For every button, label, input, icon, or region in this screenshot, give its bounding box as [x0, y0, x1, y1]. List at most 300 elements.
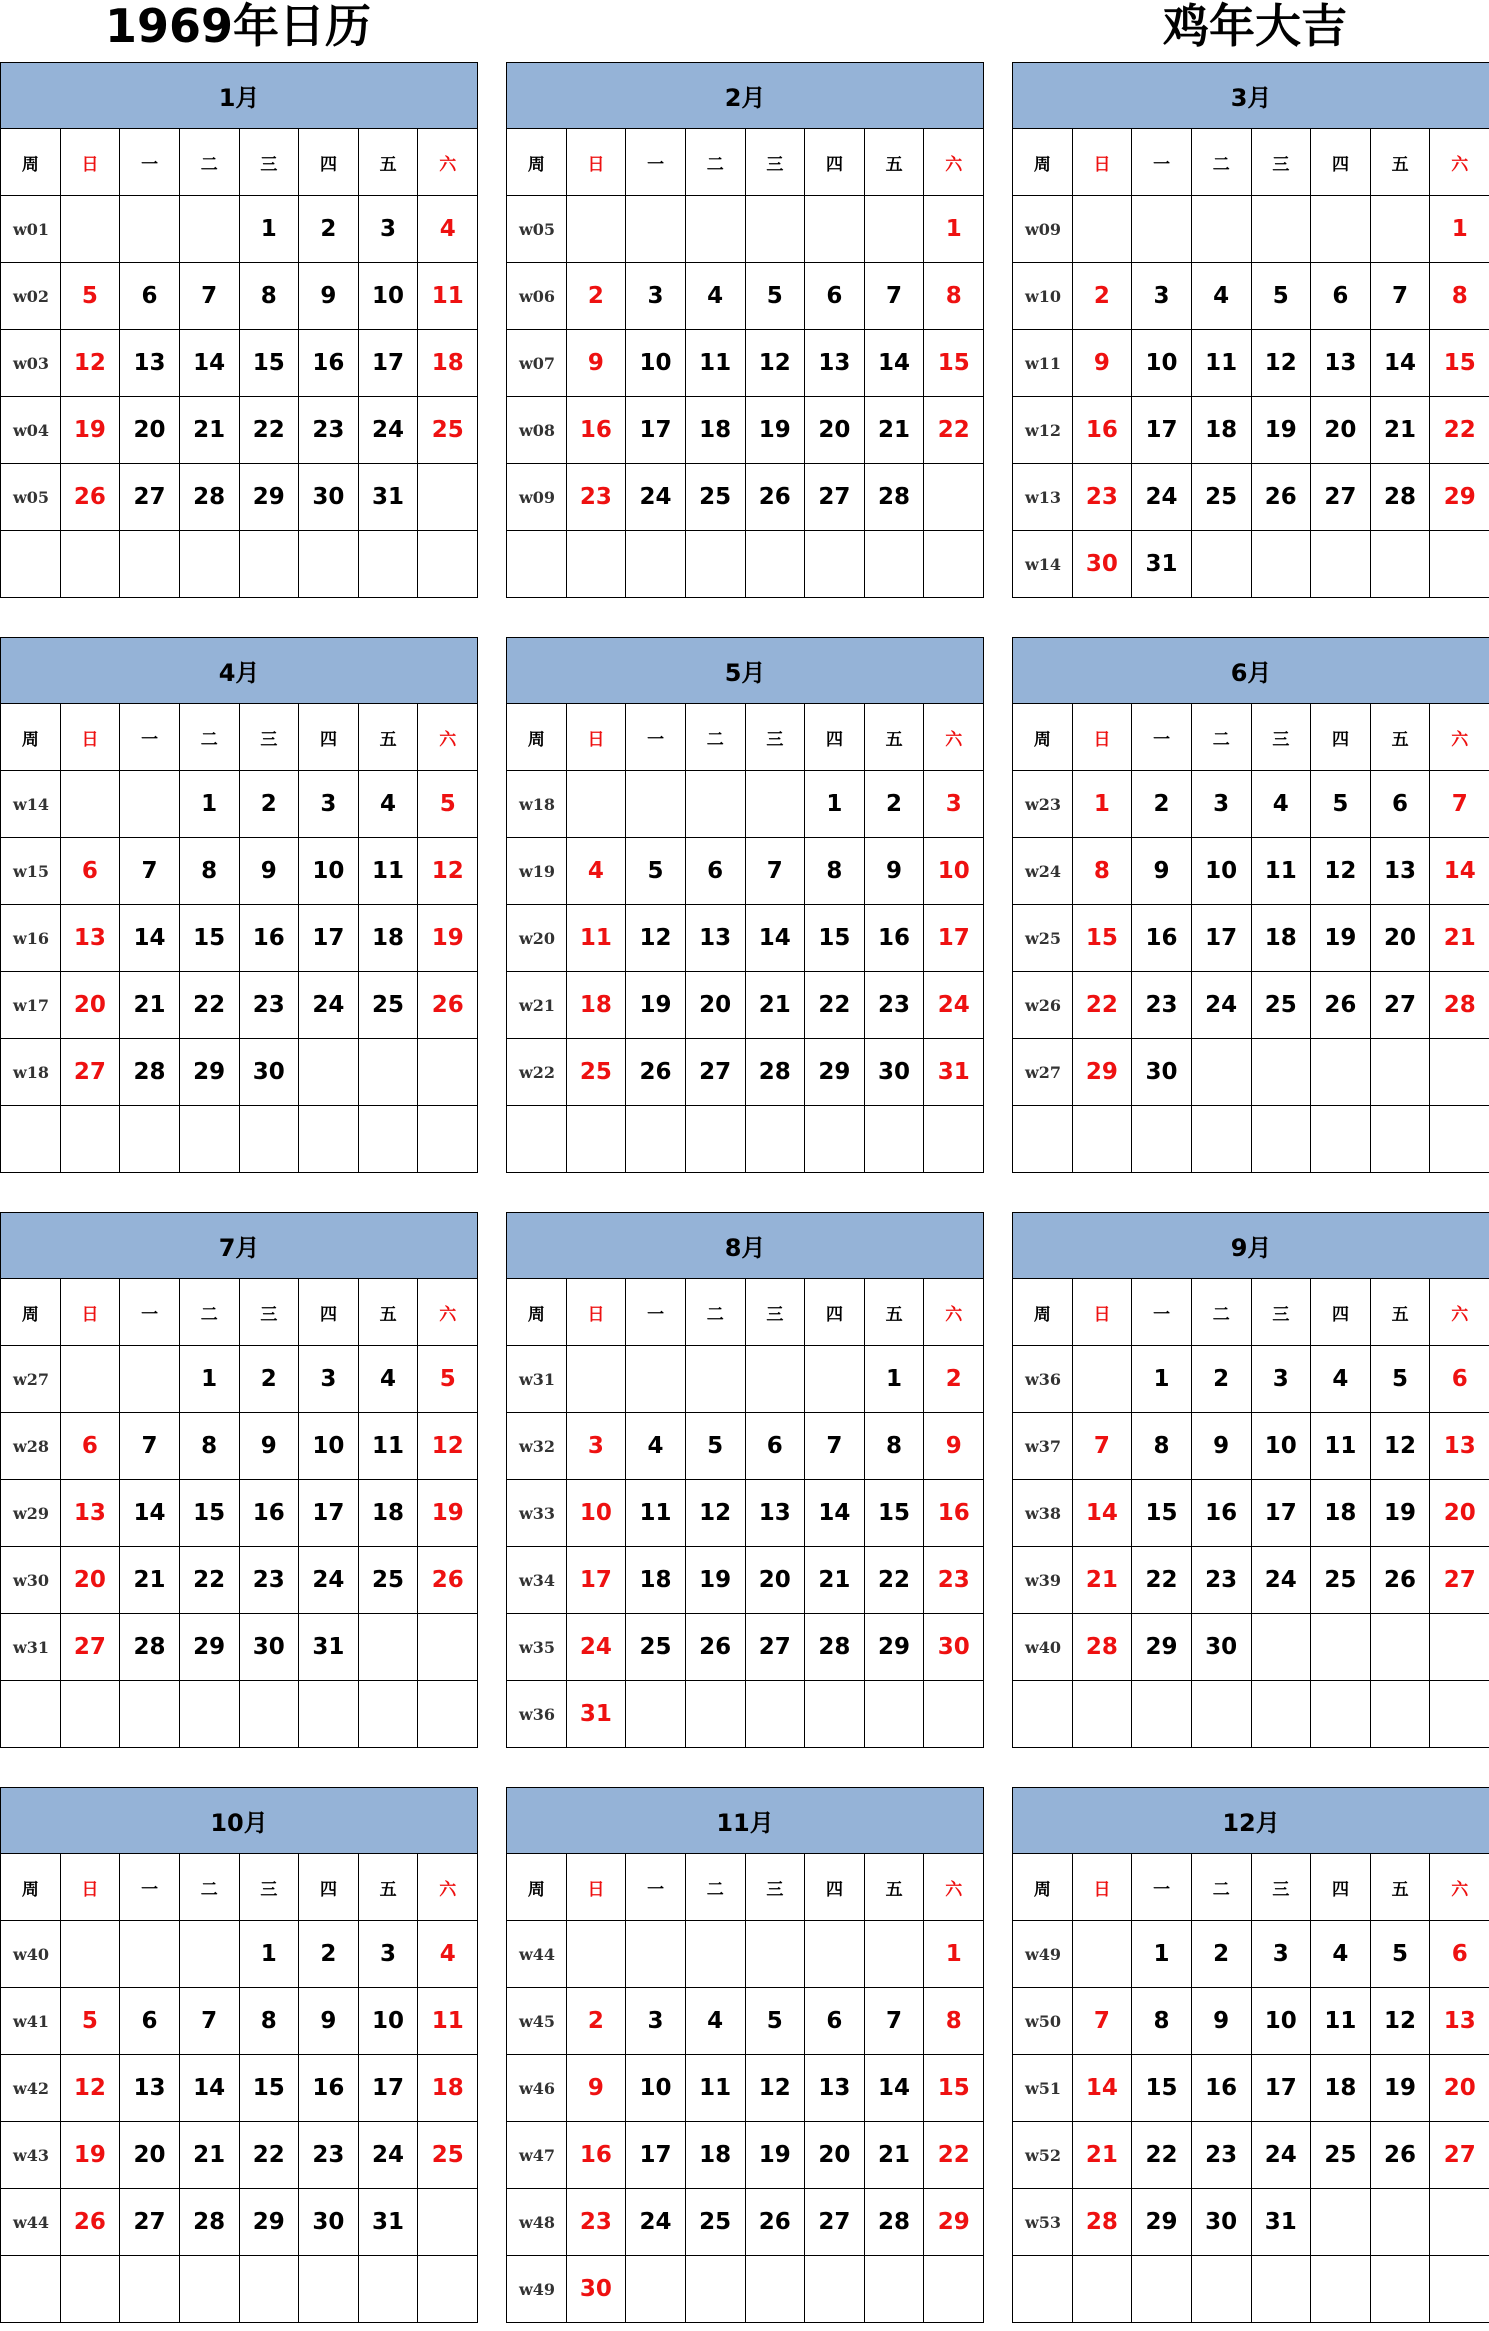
weekday-header: 三 [745, 129, 805, 196]
day-cell: 5 [1311, 771, 1371, 838]
weekday-header: 五 [358, 1854, 418, 1921]
day-cell: 16 [299, 330, 359, 397]
week-row [507, 1681, 984, 1748]
month-name: 4月 [1, 638, 478, 704]
day-cell: 30 [1191, 2189, 1251, 2256]
day-cell: 9 [924, 1413, 984, 1480]
day-cell: 1 [924, 196, 984, 263]
day-cell: 1 [179, 771, 239, 838]
day-cell [1370, 2256, 1430, 2323]
day-cell [745, 2256, 805, 2323]
day-cell [358, 531, 418, 598]
week-number: w45 [507, 1988, 567, 2055]
day-cell: 28 [1430, 972, 1489, 1039]
day-cell: 4 [626, 1413, 686, 1480]
week-row [1, 1681, 478, 1748]
day-cell [299, 1681, 359, 1748]
week-number: w05 [507, 196, 567, 263]
day-cell [60, 531, 120, 598]
month-name: 3月 [1013, 63, 1489, 129]
day-cell: 22 [805, 972, 865, 1039]
day-cell: 22 [179, 1547, 239, 1614]
day-cell: 29 [179, 1614, 239, 1681]
day-cell: 2 [566, 263, 626, 330]
week-number: w12 [1013, 397, 1073, 464]
week-row [507, 905, 984, 972]
day-cell: 16 [299, 2055, 359, 2122]
day-cell: 14 [179, 2055, 239, 2122]
day-cell [1430, 1039, 1489, 1106]
week-row [1, 2055, 478, 2122]
week-row [1, 2122, 478, 2189]
day-cell: 18 [626, 1547, 686, 1614]
day-cell [1191, 2256, 1251, 2323]
day-cell: 9 [239, 838, 299, 905]
day-cell: 28 [1072, 1614, 1132, 1681]
day-cell [1191, 1039, 1251, 1106]
day-cell [1191, 1106, 1251, 1173]
week-number [1013, 2256, 1073, 2323]
day-cell: 24 [299, 1547, 359, 1614]
weekday-header: 六 [1430, 704, 1489, 771]
day-cell: 28 [1370, 464, 1430, 531]
week-column-header: 周 [1, 1854, 61, 1921]
day-cell: 15 [179, 1480, 239, 1547]
day-cell [1311, 1681, 1371, 1748]
day-cell: 24 [358, 397, 418, 464]
week-row [1013, 2055, 1489, 2122]
weekday-header: 日 [60, 704, 120, 771]
month-name: 1月 [1, 63, 478, 129]
month-calendar [1012, 637, 1489, 1181]
week-number [507, 1106, 567, 1173]
day-cell: 25 [1311, 2122, 1371, 2189]
weekday-header: 二 [1191, 1854, 1251, 1921]
day-cell [418, 464, 478, 531]
day-cell [60, 1921, 120, 1988]
weekday-header: 三 [1251, 129, 1311, 196]
day-cell [864, 2256, 924, 2323]
day-cell: 27 [685, 1039, 745, 1106]
day-cell: 30 [566, 2256, 626, 2323]
day-cell: 21 [1430, 905, 1489, 972]
day-cell: 6 [805, 1988, 865, 2055]
day-cell [299, 531, 359, 598]
day-cell: 17 [358, 330, 418, 397]
day-cell: 17 [1251, 1480, 1311, 1547]
day-cell: 18 [1251, 905, 1311, 972]
day-cell [120, 1921, 180, 1988]
month-table [0, 1787, 478, 2323]
day-cell: 10 [626, 2055, 686, 2122]
week-row [507, 531, 984, 598]
day-cell: 7 [805, 1413, 865, 1480]
week-number: w29 [1, 1480, 61, 1547]
week-row [1013, 2189, 1489, 2256]
week-number: w07 [507, 330, 567, 397]
day-cell: 31 [924, 1039, 984, 1106]
weekday-header: 四 [1311, 129, 1371, 196]
day-cell: 21 [745, 972, 805, 1039]
day-cell: 10 [358, 1988, 418, 2055]
day-cell: 1 [1132, 1346, 1192, 1413]
week-row [1, 330, 478, 397]
day-cell: 23 [239, 972, 299, 1039]
weekday-header: 日 [566, 704, 626, 771]
weekday-header: 五 [864, 1854, 924, 1921]
day-cell: 8 [864, 1413, 924, 1480]
day-cell: 31 [358, 2189, 418, 2256]
week-row [1, 2189, 478, 2256]
month-table [0, 62, 478, 598]
week-number: w14 [1, 771, 61, 838]
day-cell: 27 [60, 1039, 120, 1106]
day-cell: 9 [299, 263, 359, 330]
day-cell [626, 1106, 686, 1173]
week-row [507, 1547, 984, 1614]
weekday-header: 四 [299, 129, 359, 196]
day-cell: 26 [626, 1039, 686, 1106]
week-row [1013, 1681, 1489, 1748]
day-cell: 3 [924, 771, 984, 838]
day-cell: 4 [1311, 1921, 1371, 1988]
month-calendar [1012, 1212, 1489, 1756]
weekday-header: 五 [864, 129, 924, 196]
day-cell [299, 1106, 359, 1173]
month-table [1012, 62, 1489, 598]
day-cell: 21 [179, 2122, 239, 2189]
day-cell [1132, 1681, 1192, 1748]
week-number: w40 [1, 1921, 61, 1988]
weekday-header: 六 [418, 1279, 478, 1346]
weekday-header: 二 [685, 1854, 745, 1921]
day-cell [1370, 1039, 1430, 1106]
week-number: w24 [1013, 838, 1073, 905]
day-cell [1072, 196, 1132, 263]
day-cell: 20 [745, 1547, 805, 1614]
day-cell: 2 [1072, 263, 1132, 330]
day-cell [626, 531, 686, 598]
day-cell [685, 531, 745, 598]
day-cell [1072, 1681, 1132, 1748]
day-cell: 17 [299, 905, 359, 972]
day-cell: 19 [1370, 1480, 1430, 1547]
day-cell: 24 [1191, 972, 1251, 1039]
day-cell [179, 196, 239, 263]
week-row [1, 1921, 478, 1988]
weekday-header: 一 [626, 704, 686, 771]
week-number: w15 [1, 838, 61, 905]
day-cell: 22 [924, 2122, 984, 2189]
day-cell: 23 [1072, 464, 1132, 531]
day-cell: 18 [358, 905, 418, 972]
weekday-header: 日 [566, 129, 626, 196]
day-cell: 11 [685, 2055, 745, 2122]
week-number: w18 [507, 771, 567, 838]
day-cell: 11 [418, 263, 478, 330]
day-cell [685, 196, 745, 263]
day-cell: 22 [1132, 1547, 1192, 1614]
week-row [1013, 1921, 1489, 1988]
day-cell [418, 2256, 478, 2323]
day-cell [358, 1039, 418, 1106]
day-cell: 8 [1072, 838, 1132, 905]
day-cell: 12 [745, 2055, 805, 2122]
day-cell: 4 [1251, 771, 1311, 838]
day-cell: 11 [358, 1413, 418, 1480]
week-number [1013, 1106, 1073, 1173]
day-cell: 8 [239, 263, 299, 330]
day-cell: 14 [1430, 838, 1489, 905]
day-cell: 14 [805, 1480, 865, 1547]
day-cell [60, 1346, 120, 1413]
day-cell: 18 [1311, 1480, 1371, 1547]
day-cell [60, 2256, 120, 2323]
day-cell: 23 [566, 464, 626, 531]
week-row [507, 2122, 984, 2189]
day-cell: 5 [745, 263, 805, 330]
week-row [1, 838, 478, 905]
day-cell: 19 [60, 2122, 120, 2189]
day-cell [1370, 2189, 1430, 2256]
day-cell: 11 [1191, 330, 1251, 397]
week-number: w53 [1013, 2189, 1073, 2256]
week-number: w41 [1, 1988, 61, 2055]
weekday-header: 三 [745, 1279, 805, 1346]
day-cell: 2 [1191, 1346, 1251, 1413]
month-table [1012, 1212, 1489, 1748]
day-cell: 3 [1251, 1921, 1311, 1988]
week-row [1, 905, 478, 972]
day-cell: 7 [120, 1413, 180, 1480]
day-cell: 20 [60, 1547, 120, 1614]
day-cell [864, 196, 924, 263]
week-row [1, 397, 478, 464]
day-cell: 20 [685, 972, 745, 1039]
week-number: w11 [1013, 330, 1073, 397]
day-cell [745, 196, 805, 263]
day-cell [864, 1681, 924, 1748]
month-name: 9月 [1013, 1213, 1489, 1279]
week-number: w44 [1, 2189, 61, 2256]
weekday-header: 四 [805, 1854, 865, 1921]
day-cell: 12 [1311, 838, 1371, 905]
day-cell: 8 [1132, 1988, 1192, 2055]
weekday-header: 一 [120, 1854, 180, 1921]
week-number: w18 [1, 1039, 61, 1106]
day-cell: 6 [120, 263, 180, 330]
day-cell: 18 [685, 2122, 745, 2189]
day-cell: 7 [1072, 1988, 1132, 2055]
week-number: w01 [1, 196, 61, 263]
day-cell: 9 [566, 2055, 626, 2122]
day-cell [745, 1921, 805, 1988]
month-table [506, 1787, 984, 2323]
day-cell: 31 [358, 464, 418, 531]
month-name: 7月 [1, 1213, 478, 1279]
week-number: w25 [1013, 905, 1073, 972]
weekday-header: 一 [626, 1279, 686, 1346]
day-cell: 5 [60, 1988, 120, 2055]
day-cell: 8 [1430, 263, 1489, 330]
day-cell [805, 1681, 865, 1748]
day-cell: 14 [864, 330, 924, 397]
weekday-header: 五 [1370, 1854, 1430, 1921]
weekday-header: 四 [299, 704, 359, 771]
weekday-header: 六 [418, 129, 478, 196]
weekday-header: 日 [60, 1279, 120, 1346]
day-cell: 1 [179, 1346, 239, 1413]
day-cell: 14 [1072, 1480, 1132, 1547]
day-cell: 29 [864, 1614, 924, 1681]
day-cell [1311, 2189, 1371, 2256]
day-cell: 1 [805, 771, 865, 838]
day-cell: 3 [299, 771, 359, 838]
day-cell: 10 [1251, 1413, 1311, 1480]
day-cell: 4 [1191, 263, 1251, 330]
day-cell [1072, 1346, 1132, 1413]
day-cell: 13 [120, 330, 180, 397]
day-cell: 25 [685, 2189, 745, 2256]
day-cell: 23 [924, 1547, 984, 1614]
week-row [1013, 771, 1489, 838]
week-number: w09 [507, 464, 567, 531]
day-cell: 18 [418, 2055, 478, 2122]
month-table [0, 1212, 478, 1748]
month-name: 2月 [507, 63, 984, 129]
weekday-header: 五 [1370, 1279, 1430, 1346]
day-cell: 28 [179, 2189, 239, 2256]
weekday-header: 四 [299, 1854, 359, 1921]
day-cell [179, 1921, 239, 1988]
day-cell: 29 [239, 2189, 299, 2256]
weekday-header: 日 [60, 1854, 120, 1921]
month-calendar [0, 62, 477, 606]
week-number: w40 [1013, 1614, 1073, 1681]
day-cell [805, 1346, 865, 1413]
day-cell: 12 [60, 330, 120, 397]
weekday-header: 三 [239, 1854, 299, 1921]
day-cell: 26 [60, 464, 120, 531]
weekday-header: 三 [745, 1854, 805, 1921]
day-cell: 7 [179, 263, 239, 330]
day-cell: 21 [1370, 397, 1430, 464]
day-cell: 30 [299, 2189, 359, 2256]
day-cell: 24 [626, 2189, 686, 2256]
weekday-header: 日 [60, 129, 120, 196]
day-cell: 14 [745, 905, 805, 972]
month-name: 12月 [1013, 1788, 1489, 1854]
week-number: w44 [507, 1921, 567, 1988]
day-cell: 6 [745, 1413, 805, 1480]
weekday-header: 二 [179, 704, 239, 771]
day-cell: 23 [239, 1547, 299, 1614]
weekday-header: 二 [179, 1279, 239, 1346]
day-cell: 13 [60, 905, 120, 972]
month-calendar [0, 1212, 477, 1756]
day-cell: 18 [1311, 2055, 1371, 2122]
week-row [1013, 838, 1489, 905]
day-cell: 7 [1072, 1413, 1132, 1480]
day-cell: 25 [418, 2122, 478, 2189]
day-cell: 10 [299, 1413, 359, 1480]
week-number: w48 [507, 2189, 567, 2256]
day-cell: 7 [864, 263, 924, 330]
day-cell: 28 [805, 1614, 865, 1681]
day-cell [1311, 1106, 1371, 1173]
day-cell: 19 [1311, 905, 1371, 972]
day-cell [1370, 531, 1430, 598]
day-cell [1251, 1614, 1311, 1681]
day-cell: 20 [805, 2122, 865, 2189]
day-cell: 4 [685, 1988, 745, 2055]
weekday-header: 六 [418, 704, 478, 771]
day-cell: 3 [626, 1988, 686, 2055]
day-cell: 17 [626, 2122, 686, 2189]
day-cell: 15 [239, 2055, 299, 2122]
week-row [507, 1614, 984, 1681]
week-row [507, 1480, 984, 1547]
month-calendar [506, 637, 983, 1181]
day-cell [1132, 196, 1192, 263]
day-cell: 25 [418, 397, 478, 464]
day-cell: 29 [924, 2189, 984, 2256]
day-cell: 11 [1311, 1413, 1371, 1480]
day-cell: 9 [1072, 330, 1132, 397]
day-cell: 11 [626, 1480, 686, 1547]
week-row [1013, 531, 1489, 598]
week-number: w03 [1, 330, 61, 397]
weekday-header: 五 [358, 1279, 418, 1346]
day-cell [418, 531, 478, 598]
week-column-header: 周 [1, 704, 61, 771]
weekday-header: 一 [120, 129, 180, 196]
day-cell: 21 [864, 2122, 924, 2189]
day-cell: 15 [1072, 905, 1132, 972]
week-number: w42 [1, 2055, 61, 2122]
day-cell: 24 [1251, 1547, 1311, 1614]
week-row [1013, 972, 1489, 1039]
day-cell [1430, 531, 1489, 598]
day-cell [179, 531, 239, 598]
day-cell: 23 [299, 397, 359, 464]
day-cell: 6 [685, 838, 745, 905]
day-cell [358, 1681, 418, 1748]
week-row [1013, 397, 1489, 464]
day-cell: 27 [745, 1614, 805, 1681]
day-cell: 19 [60, 397, 120, 464]
day-cell: 13 [60, 1480, 120, 1547]
weekday-header: 五 [864, 704, 924, 771]
day-cell: 30 [1191, 1614, 1251, 1681]
week-row [507, 2189, 984, 2256]
week-number: w27 [1, 1346, 61, 1413]
day-cell: 29 [1132, 1614, 1192, 1681]
day-cell [1311, 1039, 1371, 1106]
day-cell: 6 [805, 263, 865, 330]
day-cell [1430, 1106, 1489, 1173]
day-cell: 26 [418, 1547, 478, 1614]
day-cell: 1 [239, 196, 299, 263]
week-row [1013, 1106, 1489, 1173]
week-number: w13 [1013, 464, 1073, 531]
day-cell: 23 [1191, 1547, 1251, 1614]
day-cell [805, 531, 865, 598]
weekday-header: 三 [239, 129, 299, 196]
day-cell: 5 [626, 838, 686, 905]
week-column-header: 周 [507, 704, 567, 771]
week-row [1, 464, 478, 531]
